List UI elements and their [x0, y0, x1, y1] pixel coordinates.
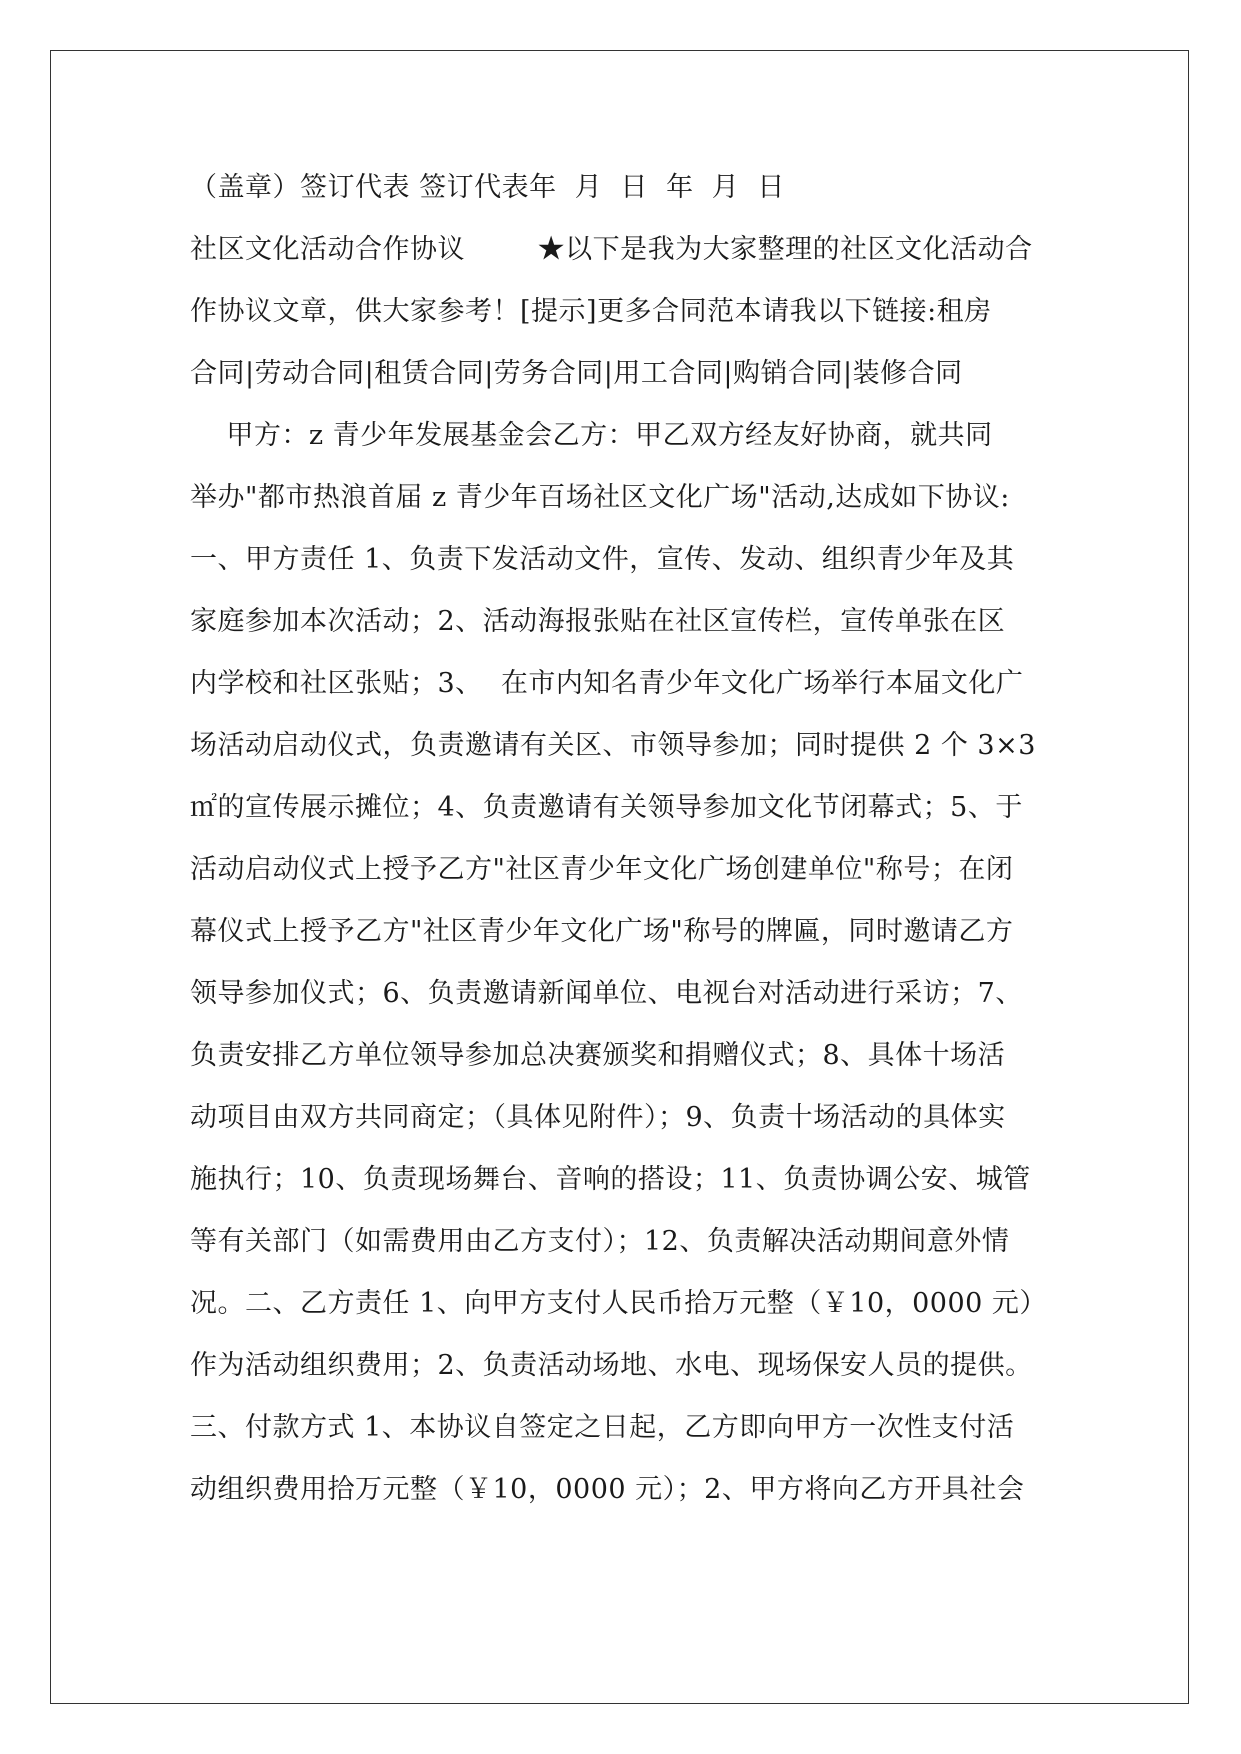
text-line: 作协议文章，供大家参考！[提示]更多合同范本请我以下链接:租房	[190, 296, 992, 327]
text-line: 场活动启动仪式，负责邀请有关区、市领导参加；同时提供 2 个 3×3	[190, 730, 1036, 761]
text-line: 等有关部门（如需费用由乙方支付）；12、负责解决活动期间意外情	[190, 1226, 1010, 1257]
text-line: 合同|劳动合同|租赁合同|劳务合同|用工合同|购销合同|装修合同	[190, 358, 963, 389]
text-line: 作为活动组织费用；2、负责活动场地、水电、现场保安人员的提供。	[190, 1350, 1033, 1381]
text-line: 幕仪式上授予乙方"社区青少年文化广场"称号的牌匾，同时邀请乙方	[190, 916, 1014, 947]
text-line: 况。二、乙方责任 1、向甲方支付人民币拾万元整（￥10，0000 元）	[190, 1288, 1047, 1319]
text-line: 领导参加仪式；6、负责邀请新闻单位、电视台对活动进行采访；7、	[190, 978, 1023, 1009]
text-line: 举办"都市热浪首届 z 青少年百场社区文化广场"活动,达成如下协议:	[190, 482, 1010, 513]
text-line: ㎡的宣传展示摊位；4、负责邀请有关领导参加文化节闭幕式；5、于	[190, 792, 1023, 823]
text-line: 社区文化活动合作协议 ★以下是我为大家整理的社区文化活动合	[190, 234, 1033, 265]
text-line: 一、甲方责任 1、负责下发活动文件，宣传、发动、组织青少年及其	[190, 544, 1015, 575]
text-line: 活动启动仪式上授予乙方"社区青少年文化广场创建单位"称号；在闭	[190, 854, 1014, 885]
text-line: 内学校和社区张贴；3、 在市内知名青少年文化广场举行本届文化广	[190, 668, 1024, 699]
text-line: 甲方：z 青少年发展基金会乙方：甲乙双方经友好协商，就共同	[190, 420, 993, 451]
text-line: 家庭参加本次活动；2、活动海报张贴在社区宣传栏，宣传单张在区	[190, 606, 1006, 637]
document-body	[190, 157, 1070, 1521]
text-line: 三、付款方式 1、本协议自签定之日起，乙方即向甲方一次性支付活	[190, 1412, 1015, 1443]
text-line: 负责安排乙方单位领导参加总决赛颁奖和捐赠仪式；8、具体十场活	[190, 1040, 1006, 1071]
text-line: （盖章）签订代表 签订代表年 月 日 年 月 日	[190, 172, 785, 203]
text-line: 动项目由双方共同商定；（具体见附件）；9、负责十场活动的具体实	[190, 1102, 1006, 1133]
text-line: 动组织费用拾万元整（￥10，0000 元）；2、甲方将向乙方开具社会	[190, 1474, 1025, 1505]
text-line: 施执行；10、负责现场舞台、音响的搭设；11、负责协调公安、城管	[190, 1164, 1031, 1195]
